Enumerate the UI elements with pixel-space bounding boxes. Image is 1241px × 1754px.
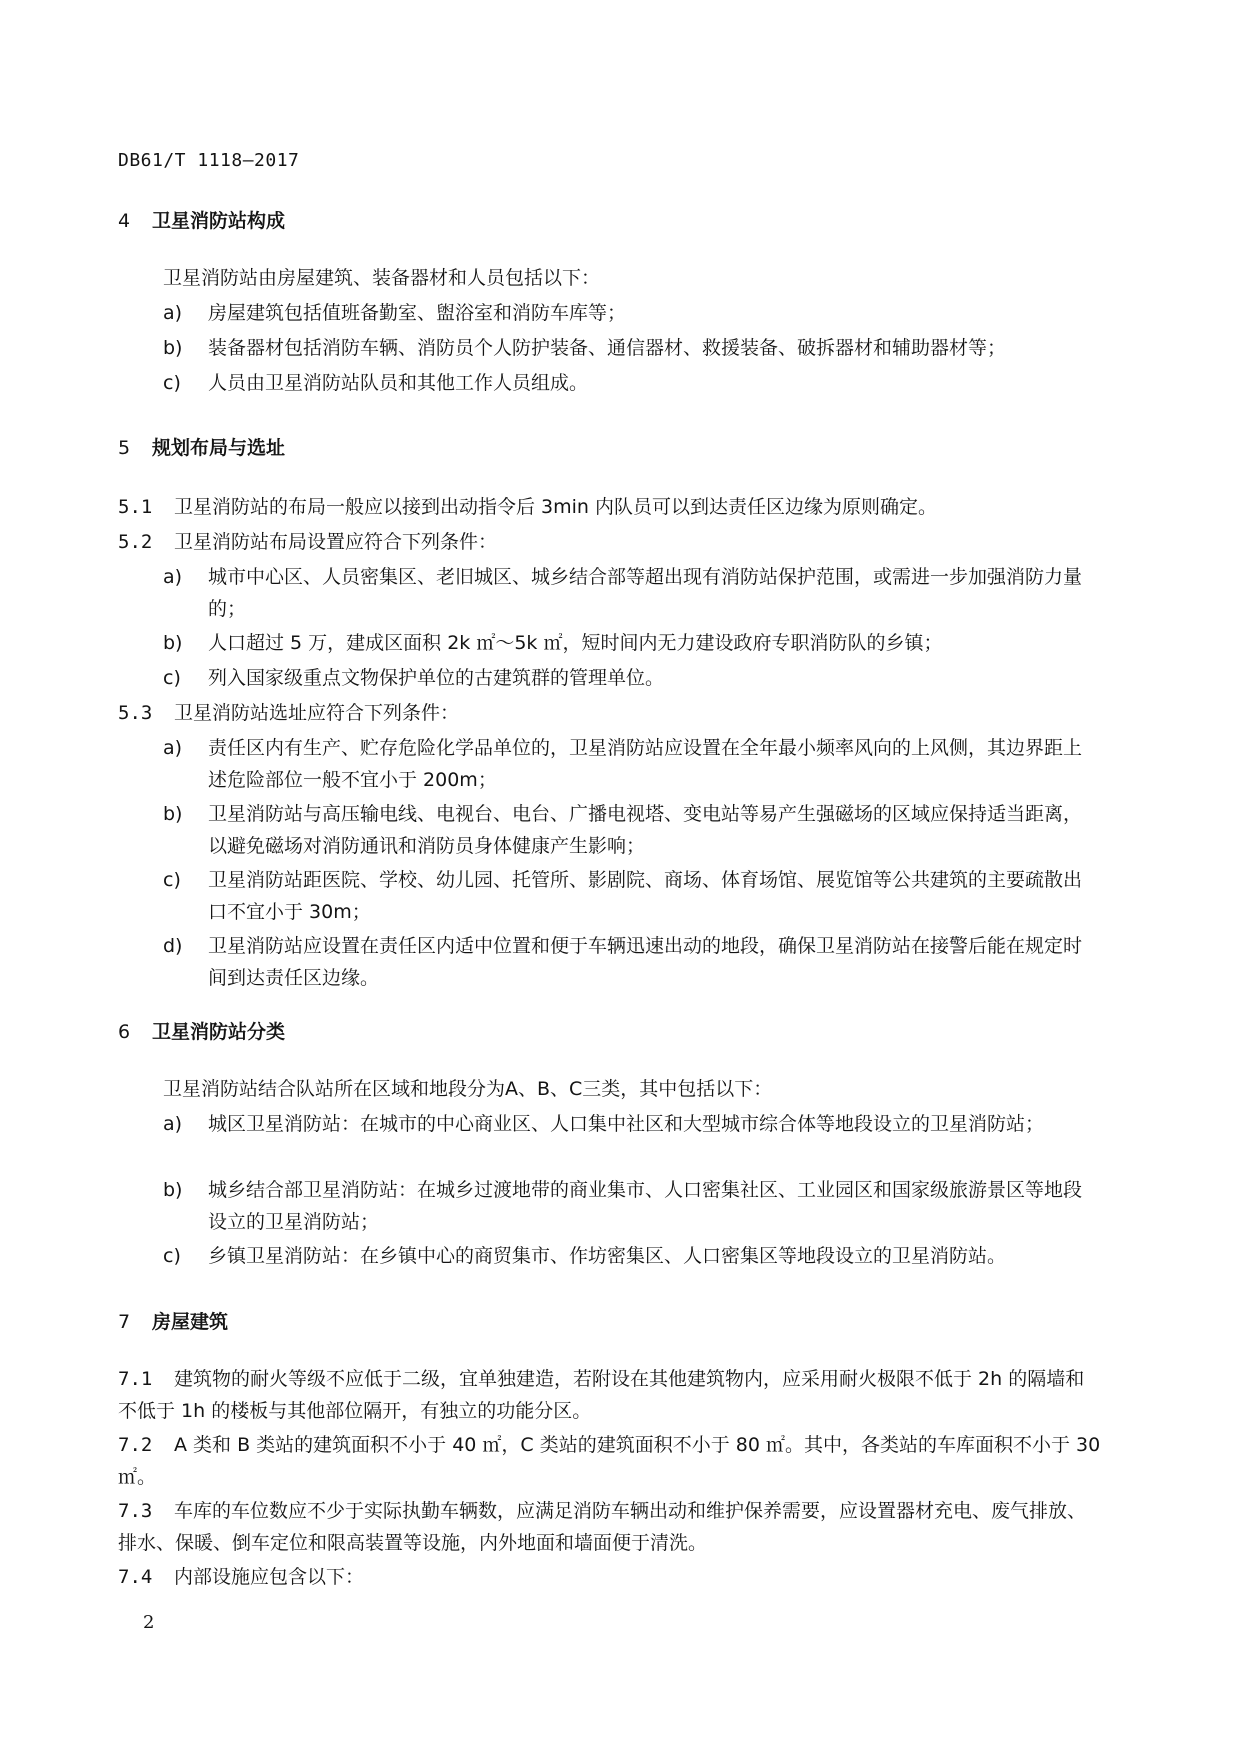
clause-text: A 类和 B 类站的建筑面积不小于 40 ㎡，C 类站的建筑面积不小于 80 ㎡。其中，各类站的车库面积不小于 30 ㎡。 [118, 1434, 1101, 1488]
page-number: 2 [143, 1612, 155, 1633]
section-number: 7 [118, 1311, 131, 1333]
section-title: 卫星消防站构成 [152, 210, 286, 232]
clause-text: 内部设施应包含以下： [174, 1566, 365, 1588]
list-text: 卫星消防站应设置在责任区内适中位置和便于车辆迅速出动的地段，确保卫星消防站在接警后能在规定时间到达责任区边缘。 [208, 935, 1083, 989]
list-label: c) [163, 667, 181, 689]
section-4-heading [118, 206, 285, 233]
standard-code: DB61/T 1118—2017 [118, 150, 300, 171]
section-title: 卫星消防站分类 [152, 1021, 286, 1043]
list-text: 装备器材包括消防车辆、消防员个人防护装备、通信器材、救援装备、破拆器材和辅助器材等； [208, 337, 1007, 359]
section-number: 6 [118, 1021, 131, 1043]
clause-5-2 [118, 526, 1118, 558]
clause-number: 7.4 [118, 1566, 153, 1588]
clause-number: 5.3 [118, 702, 153, 724]
list-label: d) [163, 935, 183, 957]
list-label: b) [163, 803, 183, 825]
clause-text: 建筑物的耐火等级不应低于二级，宜单独建造，若附设在其他建筑物内，应采用耐火极限不低于 2h 的隔墙和不低于 1h 的楼板与其他部位隔开，有独立的功能分区。 [118, 1368, 1085, 1422]
list-label: a) [163, 1113, 183, 1135]
clause-number: 7.1 [118, 1368, 153, 1390]
clause-7-4 [118, 1561, 1118, 1593]
section-4-intro: 卫星消防站由房屋建筑、装备器材和人员包括以下： [163, 267, 601, 289]
list-item [163, 1108, 1103, 1172]
list-text: 责任区内有生产、贮存危险化学品单位的，卫星消防站应设置在全年最小频率风向的上风侧，其边界距上述危险部位一般不宜小于 200m； [208, 737, 1083, 791]
clause-text: 卫星消防站的布局一般应以接到出动指令后 3min 内队员可以到达责任区边缘为原则确定。 [174, 496, 937, 518]
clause-number: 5.1 [118, 496, 153, 518]
section-6-heading [118, 1017, 285, 1044]
list-item [163, 561, 1103, 625]
section-number: 5 [118, 437, 131, 459]
section-6-intro: 卫星消防站结合队站所在区域和地段分为A、B、C三类，其中包括以下： [163, 1078, 773, 1100]
clause-7-1 [118, 1363, 1103, 1427]
section-5-heading [118, 433, 285, 460]
list-label: c) [163, 869, 181, 891]
clause-text: 卫星消防站选址应符合下列条件： [174, 702, 460, 724]
list-text: 人口超过 5 万，建成区面积 2k ㎡～5k ㎡，短时间内无力建设政府专职消防队的乡镇； [208, 632, 943, 654]
list-label: c) [163, 1245, 181, 1267]
list-item [163, 1174, 1103, 1238]
clause-7-3 [118, 1495, 1103, 1559]
section-title: 规划布局与选址 [152, 437, 286, 459]
list-text: 城区卫星消防站：在城市的中心商业区、人口集中社区和大型城市综合体等地段设立的卫星消防站； [208, 1113, 1045, 1135]
list-label: a) [163, 566, 183, 588]
clause-5-3 [118, 697, 1118, 729]
list-text: 列入国家级重点文物保护单位的古建筑群的管理单位。 [208, 667, 665, 689]
list-text: 卫星消防站距医院、学校、幼儿园、托管所、影剧院、商场、体育场馆、展览馆等公共建筑的主要疏散出口不宜小于 30m； [208, 869, 1083, 923]
clause-number: 7.3 [118, 1500, 153, 1522]
section-number: 4 [118, 210, 131, 232]
clause-number: 5.2 [118, 531, 153, 553]
list-item [163, 930, 1103, 994]
list-label: b) [163, 632, 183, 654]
list-text: 人员由卫星消防站队员和其他工作人员组成。 [208, 372, 589, 394]
list-text: 卫星消防站与高压输电线、电视台、电台、广播电视塔、变电站等易产生强磁场的区域应保持适当距离，以避免磁场对消防通讯和消防员身体健康产生影响； [208, 803, 1083, 857]
section-7-heading [118, 1307, 228, 1334]
list-label: c) [163, 372, 181, 394]
list-item [163, 732, 1103, 796]
list-label: a) [163, 737, 183, 759]
list-text: 房屋建筑包括值班备勤室、盥浴室和消防车库等； [208, 302, 627, 324]
clause-text: 卫星消防站布局设置应符合下列条件： [174, 531, 498, 553]
clause-5-1 [118, 491, 1118, 523]
list-text: 城乡结合部卫星消防站：在城乡过渡地带的商业集市、人口密集社区、工业园区和国家级旅游景区等地段设立的卫星消防站； [208, 1179, 1083, 1233]
list-label: b) [163, 337, 183, 359]
clause-7-2 [118, 1429, 1103, 1493]
list-text: 乡镇卫星消防站：在乡镇中心的商贸集市、作坊密集区、人口密集区等地段设立的卫星消防站。 [208, 1245, 1007, 1267]
section-title: 房屋建筑 [152, 1311, 229, 1333]
list-text: 城市中心区、人员密集区、老旧城区、城乡结合部等超出现有消防站保护范围，或需进一步加强消防力量的； [208, 566, 1083, 620]
clause-text: 车库的车位数应不少于实际执勤车辆数，应满足消防车辆出动和维护保养需要，应设置器材充电、废气排放、排水、保暖、倒车定位和限高装置等设施，内外地面和墙面便于清洗。 [118, 1500, 1087, 1554]
list-item [163, 798, 1103, 862]
list-label: b) [163, 1179, 183, 1201]
list-label: a) [163, 302, 183, 324]
clause-number: 7.2 [118, 1434, 153, 1456]
list-item [163, 864, 1103, 928]
